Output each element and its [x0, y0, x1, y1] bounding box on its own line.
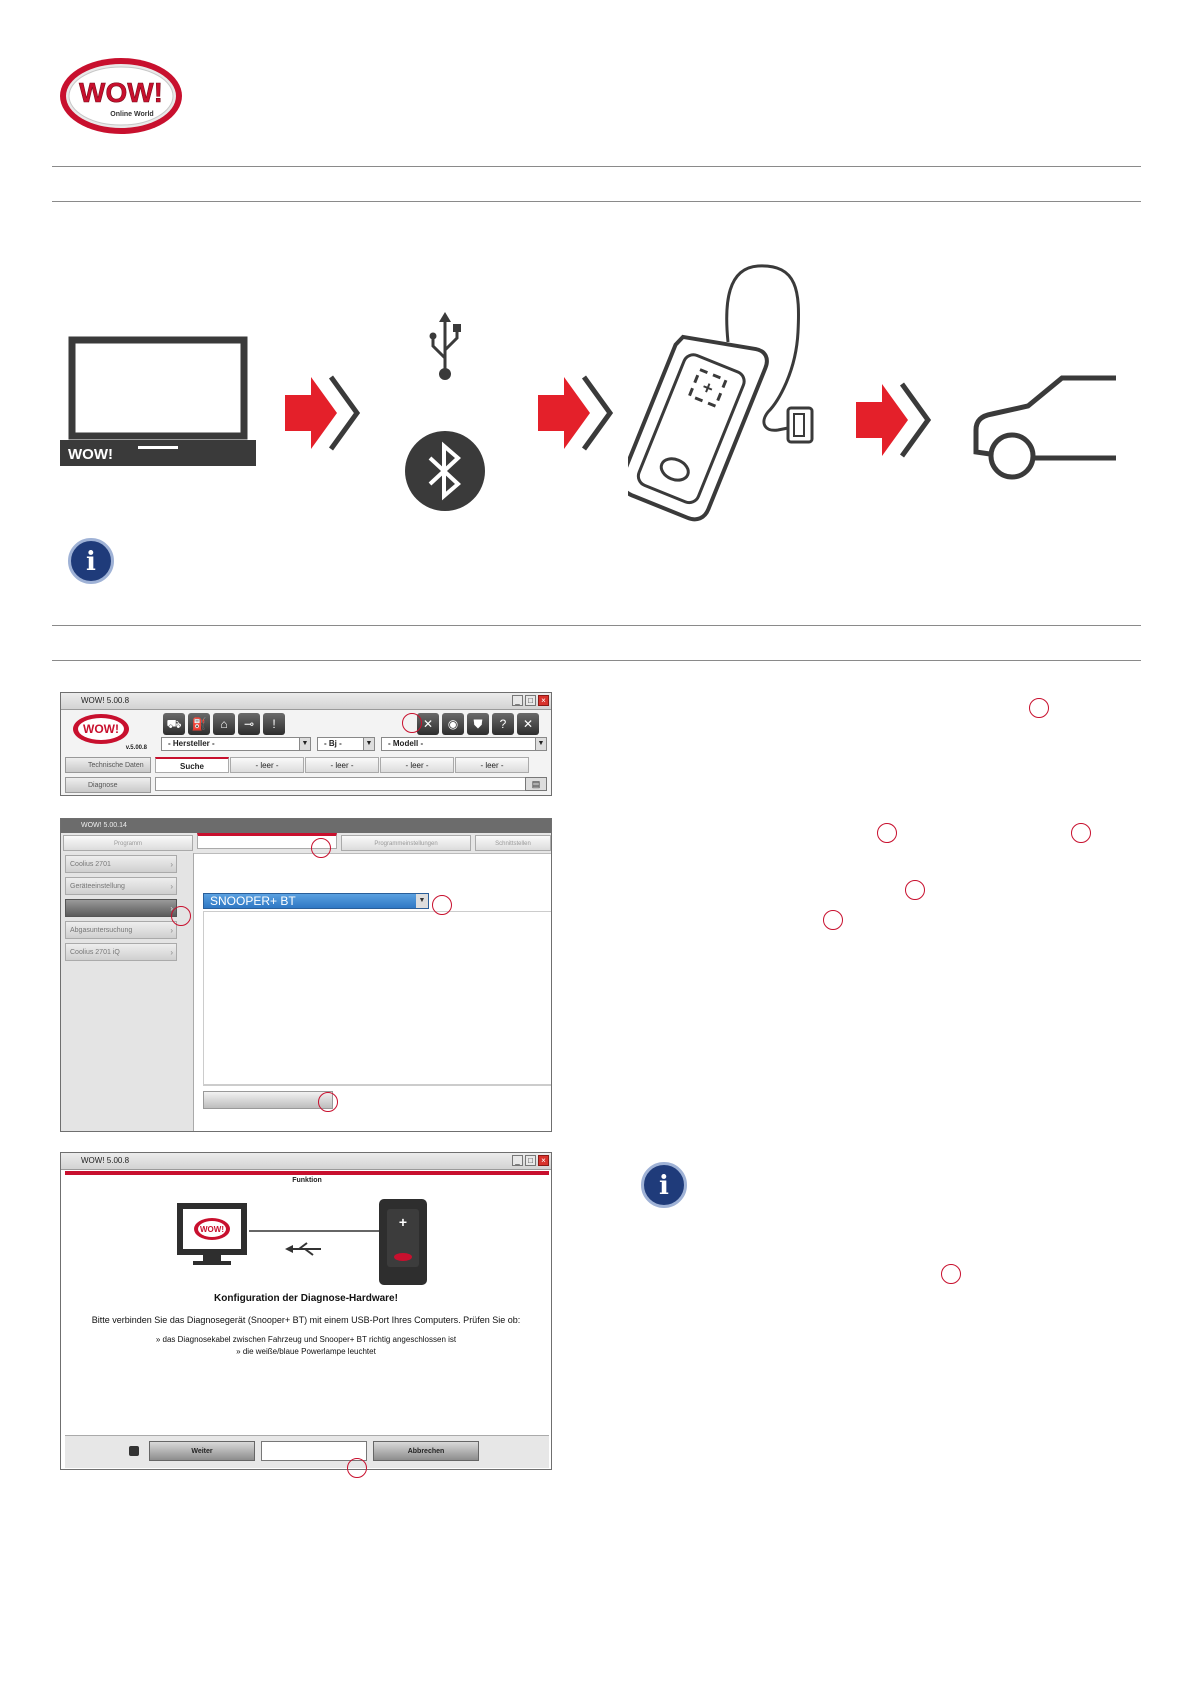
toolbar-factory-icon[interactable]: ⌂	[213, 713, 235, 735]
tab-leer-1[interactable]: - leer -	[230, 757, 304, 773]
toolbar-wireless-icon[interactable]: ◉	[442, 713, 464, 735]
sidebar-item-abgasuntersuchung[interactable]: Abgasuntersuchung ›	[65, 921, 177, 939]
tab-leer-3[interactable]: - leer -	[380, 757, 454, 773]
sidebar-item-geraeteeinstellung[interactable]: Geräteeinstellung ›	[65, 877, 177, 895]
chevron-down-icon: ▼	[299, 738, 310, 750]
svg-text:WOW!: WOW!	[200, 1225, 224, 1234]
cancel-button[interactable]: Abbrechen	[373, 1441, 479, 1461]
sidebar-item-coolius-iq[interactable]: Coolius 2701 iQ ›	[65, 943, 177, 961]
callout-marker	[1029, 698, 1049, 718]
window-titlebar	[61, 1153, 551, 1170]
printer-icon[interactable]	[129, 1446, 139, 1456]
device-list[interactable]	[203, 911, 552, 1085]
snooper-device-icon	[628, 262, 838, 527]
minimize-icon[interactable]: _	[512, 1155, 523, 1166]
tab-schnittstellen[interactable]: Schnittstellen	[475, 835, 551, 851]
divider	[203, 1085, 552, 1086]
callout-marker	[311, 838, 331, 858]
callout-marker	[347, 1458, 367, 1478]
toolbar-help-icon[interactable]: ?	[492, 713, 514, 735]
tab-leer-4[interactable]: - leer -	[455, 757, 529, 773]
modell-dropdown[interactable]: - Modell - ▼	[381, 737, 547, 751]
arrow-2-icon	[538, 373, 618, 458]
tab-suche[interactable]: Suche	[155, 757, 229, 773]
window-title: WOW! 5.00.8	[81, 1156, 130, 1165]
arrow-1-icon	[285, 373, 365, 458]
printer-icon[interactable]: ▤	[525, 777, 547, 791]
tab-programm[interactable]: Programm	[63, 835, 193, 851]
sidebar-item-coolius[interactable]: Coolius 2701 ›	[65, 855, 177, 873]
screenshot-config-window	[60, 1152, 552, 1470]
config-check-2: » die weiße/blaue Powerlampe leuchtet	[236, 1347, 376, 1356]
chevron-down-icon: ▼	[363, 738, 374, 750]
sidebar-item-selected[interactable]: ›	[65, 899, 177, 917]
toolbar-exit-icon[interactable]: ✕	[517, 713, 539, 735]
svg-text:WOW!: WOW!	[79, 77, 163, 108]
svg-text:+: +	[398, 1214, 408, 1230]
maximize-icon[interactable]: □	[525, 1155, 536, 1166]
toolbar-oil-icon[interactable]: ⛽	[188, 713, 210, 735]
window-titlebar	[61, 819, 551, 833]
divider-mid-1	[52, 625, 1141, 626]
callout-marker	[941, 1264, 961, 1284]
chevron-down-icon: ▼	[535, 738, 546, 750]
config-heading: Konfiguration der Diagnose-Hardware!	[214, 1293, 398, 1304]
window-titlebar	[61, 693, 551, 710]
arrow-3-icon	[856, 380, 936, 465]
toolbar-shield-icon[interactable]: ⛊	[467, 713, 489, 735]
config-check-1: » das Diagnosekabel zwischen Fahrzeug und Snooper+ BT richtig angeschlossen ist	[155, 1335, 457, 1344]
settings-action-button[interactable]	[203, 1091, 333, 1109]
callout-marker	[318, 1092, 338, 1112]
info-icon: i	[641, 1162, 687, 1208]
svg-text:WOW!: WOW!	[68, 446, 113, 463]
usb-connection-illustration	[175, 1197, 445, 1287]
callout-marker	[905, 880, 925, 900]
maximize-icon[interactable]: □	[525, 695, 536, 706]
callout-marker	[171, 906, 191, 926]
wow-logo	[58, 56, 184, 136]
close-icon[interactable]: ×	[538, 695, 549, 706]
callout-marker	[823, 910, 843, 930]
search-input[interactable]	[155, 777, 547, 791]
tab-programmeinstellungen[interactable]: Programmeinstellungen	[341, 835, 471, 851]
bj-dropdown[interactable]: - Bj - ▼	[317, 737, 375, 751]
bluetooth-icon	[404, 430, 486, 517]
laptop-icon	[58, 330, 258, 475]
svg-text:v.5.00.8: v.5.00.8	[125, 745, 147, 751]
callout-marker	[877, 823, 897, 843]
callout-marker	[1071, 823, 1091, 843]
svg-text:WOW!: WOW!	[83, 722, 119, 736]
device-select[interactable]: SNOOPER+ BT ▼	[203, 893, 429, 909]
callout-marker	[432, 895, 452, 915]
divider-top-1	[52, 166, 1141, 167]
window-title: WOW! 5.00.8	[81, 696, 130, 705]
chevron-down-icon: ▼	[416, 894, 428, 908]
config-instruction: Bitte verbinden Sie das Diagnosegerät (Snooper+ BT) mit einem USB-Port Ihres Computers. Prüfen Sie ob:	[91, 1315, 521, 1325]
sidebar-item-technische-daten[interactable]: Technische Daten	[65, 757, 151, 773]
next-button[interactable]: Weiter	[149, 1441, 255, 1461]
car-icon	[970, 372, 1120, 487]
middle-button[interactable]	[261, 1441, 367, 1461]
toolbar-plug-icon[interactable]: ⊸	[238, 713, 260, 735]
callout-marker	[402, 713, 422, 733]
sidebar-item-diagnose[interactable]: Diagnose	[65, 777, 151, 793]
screenshot-main-window	[60, 692, 552, 796]
toolbar-warning-icon[interactable]: !	[263, 713, 285, 735]
window-title: WOW! 5.00.14	[81, 822, 127, 829]
tab-leer-2[interactable]: - leer -	[305, 757, 379, 773]
svg-text:Online World: Online World	[110, 111, 154, 118]
hersteller-dropdown[interactable]: - Hersteller - ▼	[161, 737, 311, 751]
toolbar-car-icon[interactable]: ⛟	[163, 713, 185, 735]
screenshot-settings-window	[60, 818, 552, 1132]
panel-title: Funktion	[65, 1175, 549, 1187]
usb-icon	[425, 312, 465, 387]
divider-mid-2	[52, 660, 1141, 661]
minimize-icon[interactable]: _	[512, 695, 523, 706]
divider-top-2	[52, 201, 1141, 202]
svg-text:+: +	[699, 376, 717, 400]
info-icon: i	[68, 538, 114, 584]
app-logo	[65, 711, 151, 751]
close-icon[interactable]: ×	[538, 1155, 549, 1166]
toolbar-tools-icon[interactable]: ✕	[417, 713, 439, 735]
